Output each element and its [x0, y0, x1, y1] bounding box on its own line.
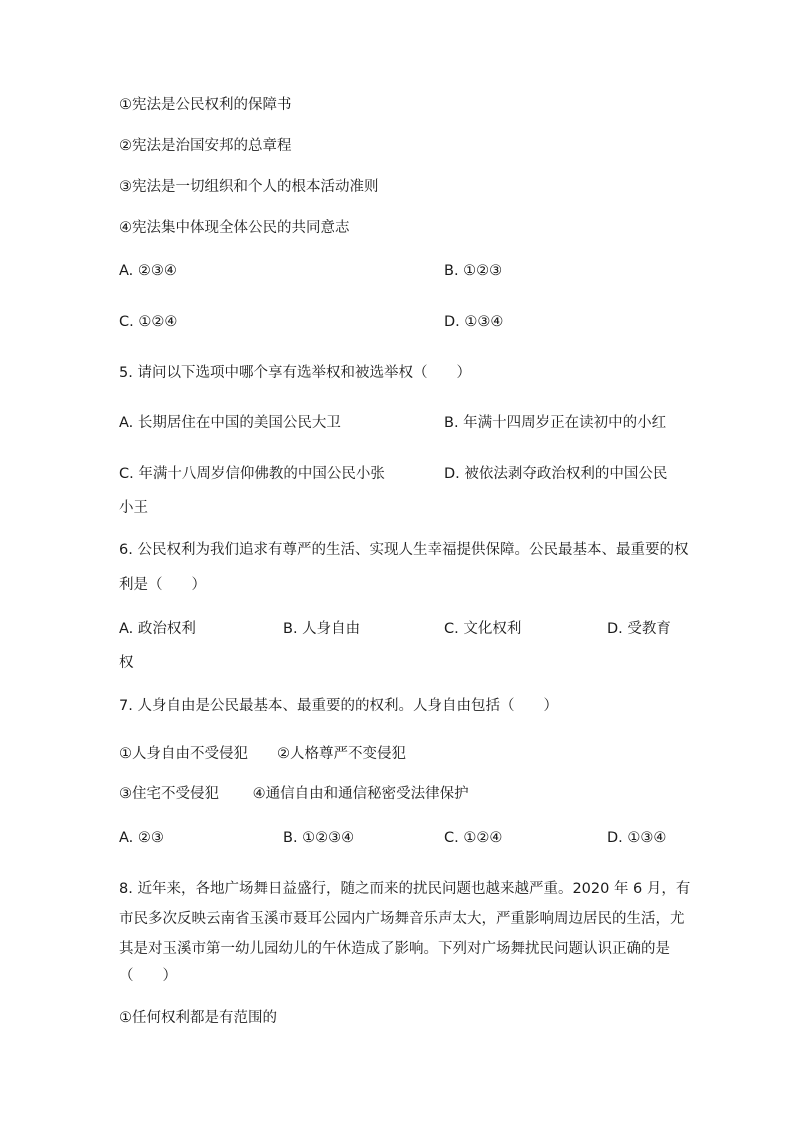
- q6-option-d-cont: 权: [119, 655, 134, 671]
- q7-items-line1: ①人身自由不受侵犯 ②人格尊严不变侵犯: [119, 746, 406, 762]
- q6-option-b: B. 人身自由: [283, 621, 361, 637]
- q5-stem: 5. 请问以下选项中哪个享有选举权和被选举权（ ）: [119, 365, 471, 381]
- q5-option-b: B. 年满十四周岁正在读初中的小红: [444, 415, 667, 431]
- q6-option-c: C. 文化权利: [444, 621, 522, 637]
- q4-option-d: D. ①③④: [444, 314, 504, 330]
- q4-item-2: ②宪法是治国安邦的总章程: [119, 138, 292, 154]
- q4-item-4: ④宪法集中体现全体公民的共同意志: [119, 220, 350, 236]
- q7-option-d: D. ①③④: [607, 830, 667, 846]
- q4-item-1: ①宪法是公民权利的保障书: [119, 97, 292, 113]
- q6-option-d: D. 受教育: [607, 621, 671, 637]
- q5-option-c: C. 年满十八周岁信仰佛教的中国公民小张: [119, 466, 385, 482]
- q8-line3: 其是对玉溪市第一幼儿园幼儿的午休造成了影响。下列对广场舞扰民问题认识正确的是: [119, 941, 670, 957]
- q4-option-c: C. ①②④: [119, 314, 178, 330]
- q8-line1: 8. 近年来，各地广场舞日益盛行，随之而来的扰民问题也越来越严重。2020 年 6 月，有: [119, 881, 691, 897]
- q4-option-a: A. ②③④: [119, 263, 177, 279]
- q8-line4: （ ）: [119, 968, 177, 984]
- q6-stem-line2: 利是（ ）: [119, 577, 206, 593]
- q5-option-a: A. 长期居住在中国的美国公民大卫: [119, 415, 341, 431]
- q7-option-b: B. ①②③④: [283, 830, 355, 846]
- q4-option-b: B. ①②③: [444, 263, 503, 279]
- q6-stem-line1: 6. 公民权利为我们追求有尊严的生活、实现人生幸福提供保障。公民最基本、最重要的权: [119, 542, 689, 558]
- q5-option-d: D. 被依法剥夺政治权利的中国公民: [444, 466, 668, 482]
- q8-item-1: ①任何权利都是有范围的: [119, 1010, 277, 1026]
- q7-option-c: C. ①②④: [444, 830, 503, 846]
- q6-option-a: A. 政治权利: [119, 621, 196, 637]
- q5-option-c-cont: 小王: [119, 500, 148, 516]
- q7-option-a: A. ②③: [119, 830, 164, 846]
- q7-items-line2: ③住宅不受侵犯 ④通信自由和通信秘密受法律保护: [119, 786, 469, 802]
- q7-stem: 7. 人身自由是公民最基本、最重要的的权利。人身自由包括（ ）: [119, 698, 558, 714]
- q4-item-3: ③宪法是一切组织和个人的根本活动准则: [119, 179, 379, 195]
- q8-line2: 市民多次反映云南省玉溪市聂耳公园内广场舞音乐声太大，严重影响周边居民的生活，尤: [119, 911, 685, 927]
